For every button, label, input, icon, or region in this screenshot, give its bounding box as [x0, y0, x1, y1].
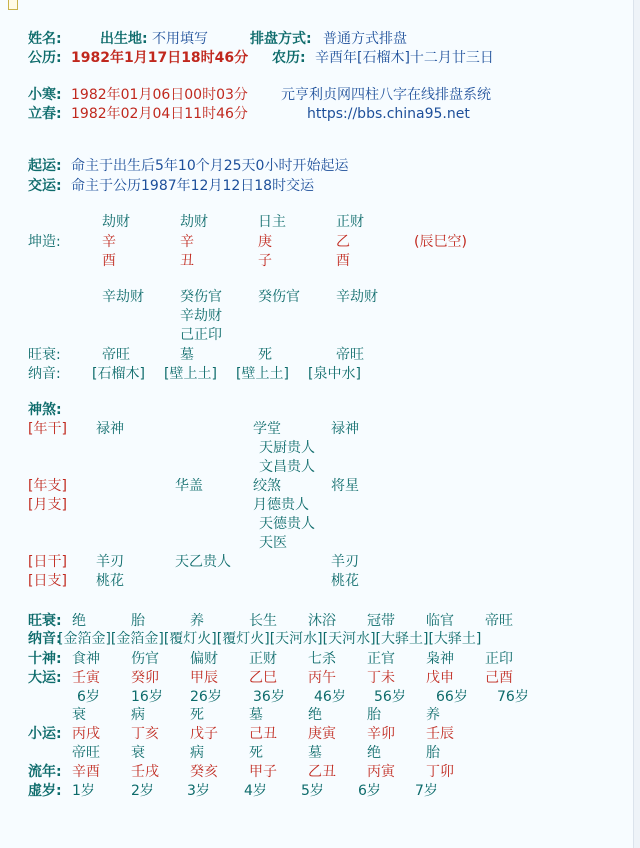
xiaoyun-2: 戊子 — [190, 726, 218, 742]
wangshuai-hour: 帝旺 — [336, 347, 364, 363]
lichun-value: 1982年02月04日11时46分 — [71, 106, 248, 122]
solar-label: 公历: — [28, 50, 62, 66]
xiaoyun-3: 己丑 — [249, 726, 277, 742]
liunian-4: 乙丑 — [308, 764, 336, 780]
dayun-age-5: 56岁 — [374, 689, 406, 705]
dayun-ss-0: 食神 — [72, 651, 100, 667]
xiaoyun-5: 辛卯 — [367, 726, 395, 742]
hidden-month-1: 癸伤官 — [180, 289, 222, 305]
dayun-dy-5: 丁未 — [367, 670, 395, 686]
liunian-label: 流年: — [28, 764, 62, 780]
birthplace-value: 不用填写 — [152, 31, 208, 47]
dayun-ws-label: 旺衰: — [28, 613, 62, 629]
liunian-2: 癸亥 — [190, 764, 218, 780]
liunian-0: 辛酉 — [72, 764, 100, 780]
dayun-dy-0: 壬寅 — [72, 670, 100, 686]
shensha-r1c4: 禄神 — [331, 421, 359, 437]
xiaoyun-ws-1: 衰 — [131, 745, 145, 761]
lunar-value: 辛酉年[石榴木]十二月廿三日 — [315, 50, 494, 66]
liunian-3: 甲子 — [249, 764, 277, 780]
dayun-ws-4: 沐浴 — [308, 613, 336, 629]
pillar-hour-stem: 乙 — [336, 234, 350, 250]
dayun-ws-5: 冠带 — [367, 613, 395, 629]
xiaohan-label: 小寒: — [28, 87, 62, 103]
hidden-month-2: 辛劫财 — [180, 308, 222, 324]
shensha-r1c3-2: 天厨贵人 — [259, 440, 315, 456]
pillar-hour-branch: 酉 — [336, 253, 350, 269]
pillar-month-god: 劫财 — [180, 214, 208, 230]
xiaohan-value: 1982年01月06日00时03分 — [71, 87, 248, 103]
nayin-label: 纳音: — [28, 366, 61, 382]
xiaoyun-ws-0: 帝旺 — [72, 745, 100, 761]
dayun-ny-label: 纳音: — [28, 631, 62, 647]
xiaoyun-0: 丙戌 — [72, 726, 100, 742]
xusui-4: 5岁 — [301, 783, 324, 799]
nayin-hour: [泉中水] — [308, 366, 361, 382]
xiaoyun-ws-6: 胎 — [426, 745, 440, 761]
hidden-day-1: 癸伤官 — [258, 289, 300, 305]
hidden-hour-1: 辛劫财 — [336, 289, 378, 305]
dayun-ss-1: 伤官 — [131, 651, 159, 667]
dayun-ss-6: 枭神 — [426, 651, 454, 667]
qiyun-label: 起运: — [28, 158, 62, 174]
scrollbar-track[interactable] — [633, 0, 640, 848]
xiaoyun-6: 壬辰 — [426, 726, 454, 742]
shensha-r4c1: 桃花 — [96, 573, 124, 589]
xusui-5: 6岁 — [358, 783, 381, 799]
dayun-dy-2: 甲辰 — [190, 670, 218, 686]
dayun-dyws-0: 衰 — [72, 707, 86, 723]
dayun-age-7: 76岁 — [497, 689, 529, 705]
wangshuai-year: 帝旺 — [102, 347, 130, 363]
pillar-year-branch: 酉 — [102, 253, 116, 269]
dayun-ws-7: 帝旺 — [485, 613, 513, 629]
dayun-ss-label: 十神: — [28, 651, 62, 667]
pillar-year-god: 劫财 — [102, 214, 130, 230]
dayun-dyws-5: 胎 — [367, 707, 381, 723]
pillar-month-branch: 丑 — [180, 253, 194, 269]
qiyun-text: 命主于出生后5年10个月25天0小时开始起运 — [71, 158, 349, 174]
dayun-dy-3: 乙巳 — [249, 670, 277, 686]
dayun-dy-label: 大运: — [28, 670, 62, 686]
dayun-ss-3: 正财 — [249, 651, 277, 667]
dayun-dy-6: 戊申 — [426, 670, 454, 686]
liunian-6: 丁卯 — [426, 764, 454, 780]
jiaoyun-label: 交运: — [28, 178, 62, 194]
pillar-year-stem: 辛 — [102, 234, 116, 250]
pillar-month-stem: 辛 — [180, 234, 194, 250]
shensha-nian-gan: [年干] — [28, 421, 67, 437]
xusui-2: 3岁 — [187, 783, 210, 799]
pillar-day-branch: 子 — [258, 253, 272, 269]
page-corner-marker — [8, 0, 18, 10]
xiaoyun-ws-4: 墓 — [308, 745, 322, 761]
shensha-r2c3-1: 绞煞 — [253, 478, 281, 494]
dayun-age-3: 36岁 — [253, 689, 285, 705]
shensha-title: 神煞: — [28, 402, 62, 418]
dayun-age-0: 6岁 — [77, 689, 100, 705]
dayun-dy-4: 丙午 — [308, 670, 336, 686]
shensha-yue-zhi: [月支] — [28, 497, 67, 513]
shensha-r2c3-4: 天医 — [259, 535, 287, 551]
shensha-nian-zhi: [年支] — [28, 478, 67, 494]
shensha-r3c4: 羊刃 — [331, 554, 359, 570]
dayun-dy-7: 己酉 — [485, 670, 513, 686]
wangshuai-day: 死 — [258, 347, 272, 363]
dayun-ss-2: 偏财 — [190, 651, 218, 667]
nayin-month: [壁上土] — [164, 366, 217, 382]
shensha-r1c1: 禄神 — [96, 421, 124, 437]
dayun-age-4: 46岁 — [314, 689, 346, 705]
kun-label: 坤造: — [28, 234, 61, 250]
xusui-label: 虚岁: — [28, 783, 62, 799]
lichun-label: 立春: — [28, 106, 62, 122]
dayun-ws-0: 绝 — [72, 613, 86, 629]
liunian-1: 壬戌 — [131, 764, 159, 780]
shensha-r2c2: 华盖 — [175, 478, 203, 494]
dayun-ss-5: 正官 — [367, 651, 395, 667]
dayun-age-2: 26岁 — [190, 689, 222, 705]
dayun-age-1: 16岁 — [131, 689, 163, 705]
wangshuai-label: 旺衰: — [28, 347, 61, 363]
xiaoyun-ws-2: 病 — [190, 745, 204, 761]
site-name: 元亨利贞网四柱八字在线排盘系统 — [281, 87, 491, 103]
shensha-r2c4: 将星 — [331, 478, 359, 494]
dayun-dyws-2: 死 — [190, 707, 204, 723]
kongwang: (辰巳空) — [414, 234, 467, 250]
shensha-ri-zhi: [日支] — [28, 573, 67, 589]
xiaoyun-1: 丁亥 — [131, 726, 159, 742]
lunar-label: 农历: — [272, 50, 306, 66]
shensha-r3c1: 羊刃 — [96, 554, 124, 570]
pillar-hour-god: 正财 — [336, 214, 364, 230]
xusui-6: 7岁 — [415, 783, 438, 799]
method-value: 普通方式排盘 — [323, 31, 407, 47]
xiaoyun-ws-5: 绝 — [367, 745, 381, 761]
xiaoyun-label: 小运: — [28, 726, 62, 742]
dayun-dyws-1: 病 — [131, 707, 145, 723]
xusui-0: 1岁 — [72, 783, 95, 799]
pillar-day-god: 日主 — [258, 214, 286, 230]
dayun-ss-7: 正印 — [485, 651, 513, 667]
xiaoyun-4: 庚寅 — [308, 726, 336, 742]
shensha-r2c3-3: 天德贵人 — [259, 516, 315, 532]
solar-value: 1982年1月17日18时46分 — [71, 50, 249, 66]
dayun-ny-values: [金箔金][金箔金][覆灯火][覆灯火][天河水][天河水][大驿土][大驿土] — [58, 631, 482, 647]
dayun-dyws-3: 墓 — [249, 707, 263, 723]
shensha-r4c4: 桃花 — [331, 573, 359, 589]
xusui-3: 4岁 — [244, 783, 267, 799]
dayun-age-6: 66岁 — [436, 689, 468, 705]
wangshuai-month: 墓 — [180, 347, 194, 363]
shensha-r2c3-2: 月德贵人 — [253, 497, 309, 513]
dayun-ws-6: 临官 — [426, 613, 454, 629]
birthplace-label: 出生地: — [100, 31, 148, 47]
hidden-year-1: 辛劫财 — [102, 289, 144, 305]
nayin-year: [石榴木] — [92, 366, 145, 382]
shensha-r1c3-1: 学堂 — [253, 421, 281, 437]
shensha-ri-gan: [日干] — [28, 554, 67, 570]
shensha-r1c3-3: 文昌贵人 — [259, 459, 315, 475]
method-label: 排盘方式: — [250, 31, 312, 47]
dayun-ws-3: 长生 — [249, 613, 277, 629]
dayun-dy-1: 癸卯 — [131, 670, 159, 686]
liunian-5: 丙寅 — [367, 764, 395, 780]
nayin-day: [壁上土] — [236, 366, 289, 382]
jiaoyun-text: 命主于公历1987年12月12日18时交运 — [71, 178, 315, 194]
xiaoyun-ws-3: 死 — [249, 745, 263, 761]
dayun-ss-4: 七杀 — [308, 651, 336, 667]
hidden-month-3: 己正印 — [180, 327, 222, 343]
name-label: 姓名: — [28, 31, 62, 47]
dayun-dyws-4: 绝 — [308, 707, 322, 723]
site-url-link[interactable]: https://bbs.china95.net — [307, 106, 470, 122]
pillar-day-stem: 庚 — [258, 234, 272, 250]
dayun-ws-1: 胎 — [131, 613, 145, 629]
dayun-dyws-6: 养 — [426, 707, 440, 723]
xusui-1: 2岁 — [131, 783, 154, 799]
shensha-r3c2: 天乙贵人 — [175, 554, 231, 570]
dayun-ws-2: 养 — [190, 613, 204, 629]
